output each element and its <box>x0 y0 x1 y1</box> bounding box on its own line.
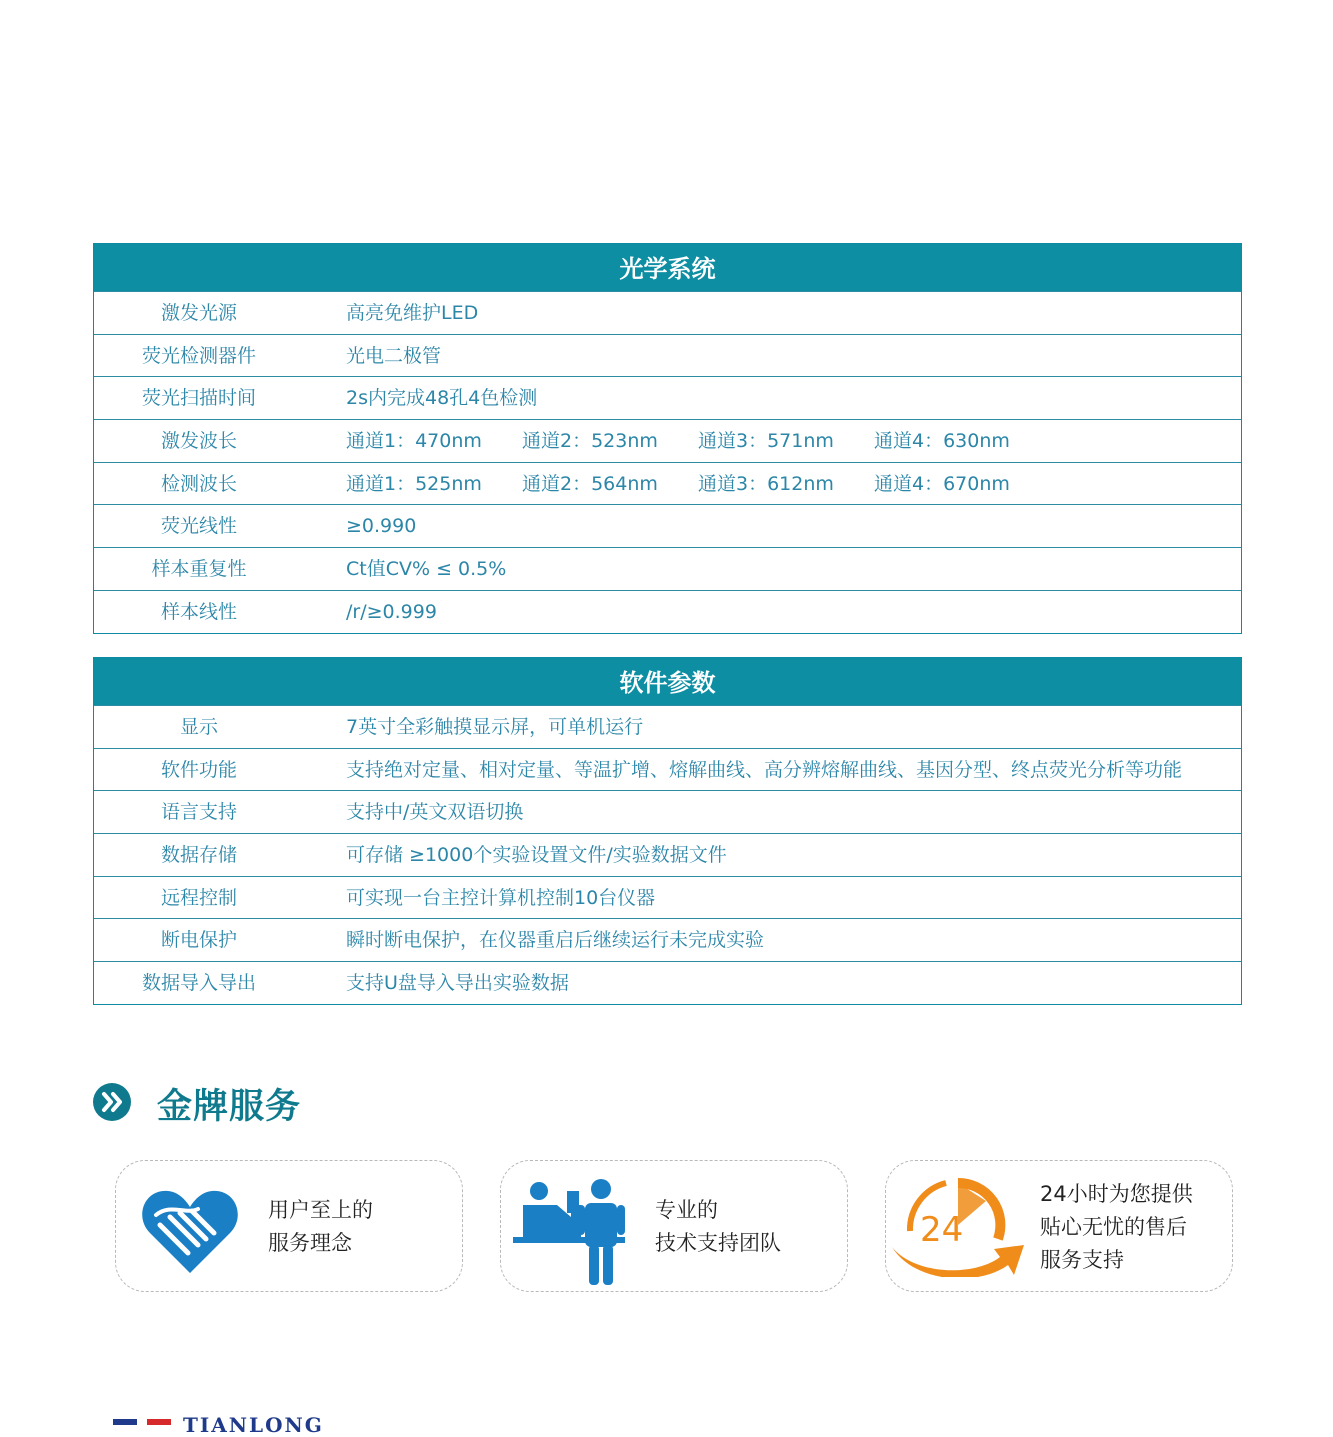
handshake-heart-icon <box>140 1185 240 1275</box>
channel-value: 通道2：564nm <box>522 472 658 495</box>
row-label: 样本线性 <box>160 600 237 623</box>
logo-mark-red <box>147 1419 171 1425</box>
table-row <box>94 748 1241 791</box>
card-line: 技术支持团队 <box>655 1231 781 1255</box>
table-row <box>94 590 1241 633</box>
table-row <box>94 291 1241 334</box>
software-params-table <box>93 657 1242 1005</box>
row-label: 数据导入导出 <box>141 972 256 995</box>
table-row <box>94 334 1241 377</box>
channel-value: 通道1：470nm <box>346 430 482 453</box>
table-row <box>94 918 1241 961</box>
double-chevron-right-icon <box>93 1083 131 1121</box>
row-value: ≥0.990 <box>346 515 417 538</box>
card-line: 24小时为您提供 <box>1040 1182 1193 1206</box>
card-line: 用户至上的 <box>268 1198 373 1222</box>
row-value: 瞬时断电保护，在仪器重启后继续运行未完成实验 <box>346 929 765 952</box>
service-card <box>115 1160 463 1292</box>
table-row <box>94 462 1241 505</box>
channel-value: 通道3：612nm <box>698 472 834 495</box>
row-value: 光电二极管 <box>346 344 442 367</box>
row-label: 激发波长 <box>160 430 237 453</box>
row-label: 软件功能 <box>160 758 237 781</box>
channel-value: 通道2：523nm <box>522 430 658 453</box>
service-card <box>885 1160 1233 1292</box>
row-value: 7英寸全彩触摸显示屏，可单机运行 <box>346 716 644 738</box>
row-value: 2s内完成48孔4色检测 <box>346 387 538 410</box>
row-label: 数据存储 <box>160 844 237 867</box>
card-text <box>1040 1178 1193 1277</box>
row-label: 荧光扫描时间 <box>141 387 256 410</box>
channel-value: 通道4：670nm <box>874 472 1010 495</box>
row-label: 激发光源 <box>160 302 237 324</box>
channel-value: 通道4：630nm <box>874 430 1010 453</box>
row-value <box>346 420 1231 462</box>
card-line: 贴心无忧的售后 <box>1040 1215 1187 1239</box>
row-label: 显示 <box>179 716 218 738</box>
row-label: 断电保护 <box>160 929 237 952</box>
section-title: 金牌服务 <box>157 1087 302 1127</box>
row-value: 支持绝对定量、相对定量、等温扩增、熔解曲线、高分辨熔解曲线、基因分型、终点荧光分析等功能 <box>346 758 1183 781</box>
row-label: 荧光线性 <box>160 515 237 538</box>
row-value <box>346 463 1231 505</box>
table-row <box>94 790 1241 833</box>
service-card <box>500 1160 848 1292</box>
row-label: 远程控制 <box>160 886 237 909</box>
card-text <box>655 1194 781 1260</box>
channel-value: 通道3：571nm <box>698 430 834 453</box>
row-value: 可存储 ≥1000个实验设置文件/实验数据文件 <box>346 844 727 867</box>
table-row <box>94 876 1241 919</box>
optical-system-table <box>93 243 1242 634</box>
channel-value: 通道1：525nm <box>346 472 482 495</box>
card-text <box>268 1194 373 1260</box>
table-row <box>94 705 1241 748</box>
table-row <box>94 833 1241 876</box>
table-row <box>94 504 1241 547</box>
row-label: 语言支持 <box>160 801 237 824</box>
table-header: 软件参数 <box>94 658 1241 705</box>
logo-mark-blue <box>113 1419 137 1425</box>
row-value: 可实现一台主控计算机控制10台仪器 <box>346 886 656 909</box>
row-label: 荧光检测器件 <box>141 344 256 367</box>
support-team-icon <box>513 1179 627 1287</box>
icon-number: 24 <box>920 1210 964 1250</box>
card-line: 专业的 <box>655 1198 718 1222</box>
row-value: Ct值CV% ≤ 0.5% <box>346 558 507 581</box>
row-value: 高亮免维护LED <box>346 302 479 324</box>
logo-text: TIANLONG <box>183 1413 324 1437</box>
brand-logo <box>113 1413 324 1437</box>
row-label: 检测波长 <box>160 472 237 495</box>
table-row <box>94 419 1241 462</box>
row-value: 支持U盘导入导出实验数据 <box>346 972 569 995</box>
table-row <box>94 376 1241 419</box>
24-hour-icon <box>890 1177 1026 1277</box>
card-line: 服务支持 <box>1040 1248 1124 1272</box>
table-header: 光学系统 <box>94 244 1241 291</box>
row-value: /r/≥0.999 <box>346 600 437 623</box>
row-value: 支持中/英文双语切换 <box>346 801 524 824</box>
table-row <box>94 547 1241 590</box>
card-line: 服务理念 <box>268 1231 352 1255</box>
row-label: 样本重复性 <box>151 558 247 581</box>
table-row <box>94 961 1241 1004</box>
